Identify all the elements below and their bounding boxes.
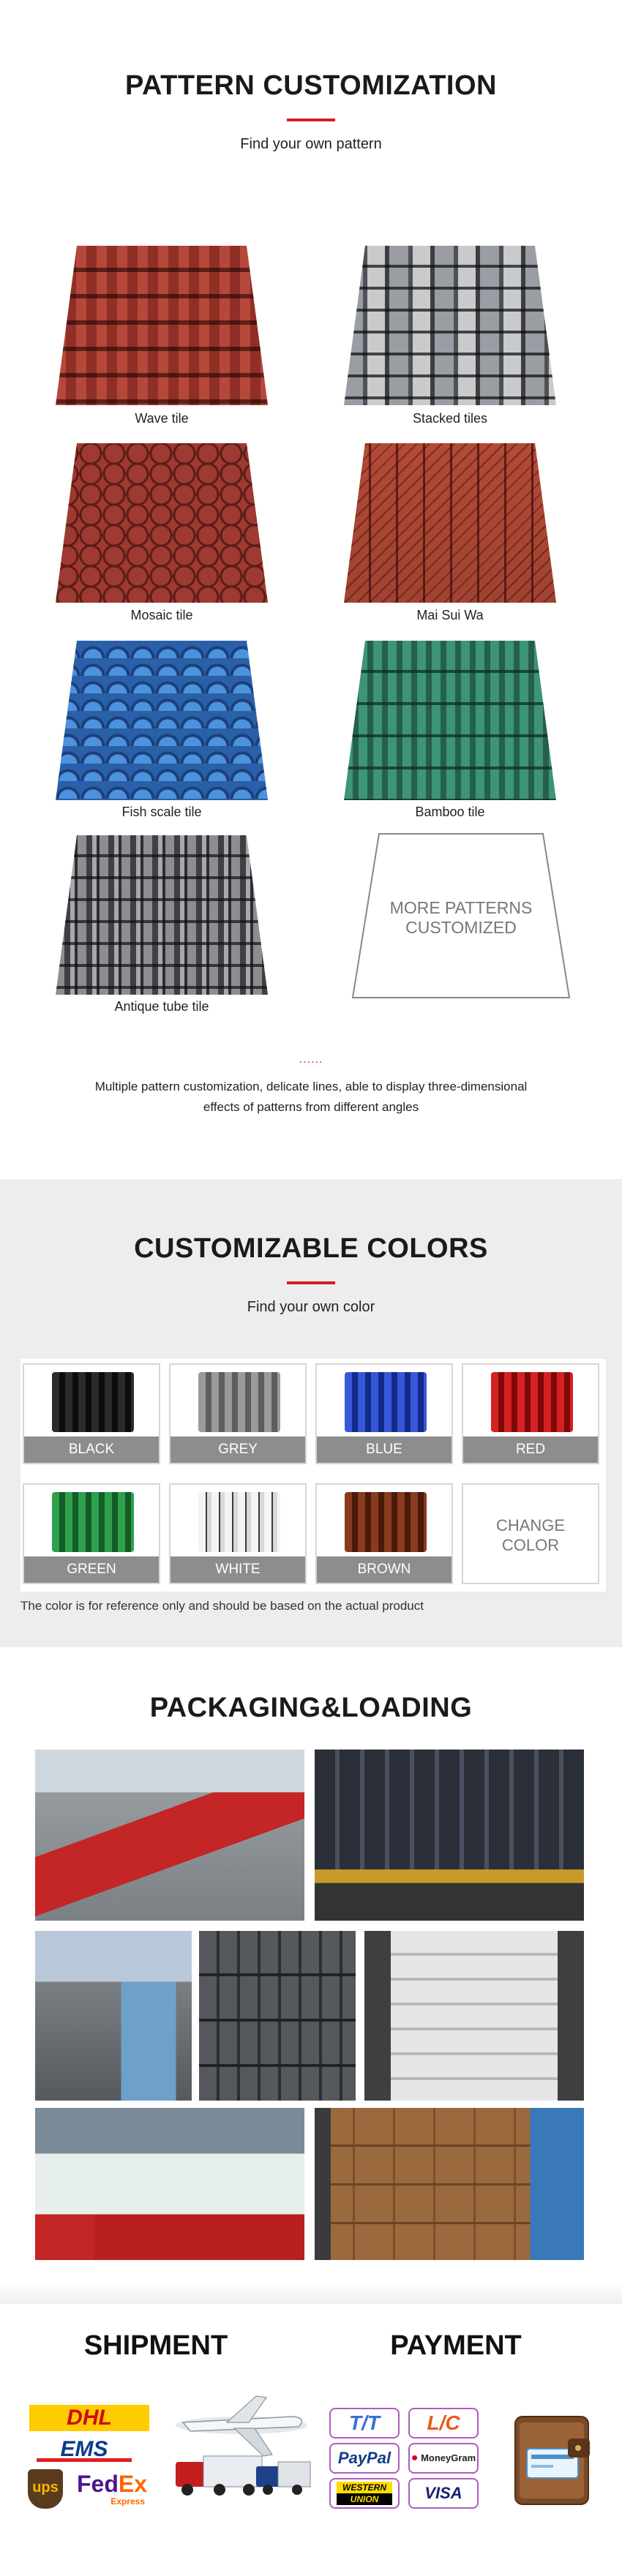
- pattern-note-line2: effects of patterns from different angles: [203, 1100, 419, 1114]
- colors-subtitle: Find your own color: [247, 1299, 375, 1315]
- title-underline: [287, 118, 335, 121]
- tile-label: Mai Sui Wa: [416, 608, 484, 622]
- tile-wave: [56, 246, 268, 405]
- shipment-title: SHIPMENT: [83, 2330, 228, 2361]
- fedex-ex: Ex: [118, 2471, 148, 2497]
- western-union-line2: UNION: [337, 2493, 392, 2505]
- swatch-sample: [52, 1372, 134, 1432]
- swatch-label: RED: [463, 1436, 598, 1463]
- pattern-note-line1: Multiple pattern customization, delicate lines, able to display three-dimensional: [94, 1080, 528, 1093]
- tile-antique-tube: [56, 835, 268, 995]
- dhl-logo: DHL: [29, 2405, 149, 2431]
- change-color-line1: CHANGE: [495, 1516, 566, 1534]
- wallet-icon: [505, 2406, 600, 2516]
- packaging-photo: [35, 2108, 304, 2260]
- swatch-green[interactable]: [23, 1483, 160, 1584]
- swatch-grey[interactable]: [169, 1363, 307, 1464]
- tile-label: Bamboo tile: [415, 805, 485, 819]
- tile-label: Wave tile: [135, 411, 189, 426]
- moneygram-label: MoneyGram: [421, 2452, 476, 2463]
- tile-bamboo: [344, 641, 556, 800]
- airplane-truck-illustration: [168, 2386, 315, 2510]
- more-patterns-text: [351, 898, 571, 938]
- swatch-sample: [345, 1492, 427, 1552]
- tile-fish-scale: [56, 641, 268, 800]
- more-patterns-line2: CUSTOMIZED: [405, 918, 517, 937]
- swatch-red[interactable]: [462, 1363, 599, 1464]
- swatch-white[interactable]: [169, 1483, 307, 1584]
- colors-title: CUSTOMIZABLE COLORS: [134, 1233, 488, 1264]
- western-union-line1: WESTERN: [337, 2482, 392, 2493]
- fedex-express: Express: [110, 2496, 145, 2507]
- tile-mai-sui-wa-overlay: [344, 443, 556, 603]
- swatch-label: GREEN: [24, 1556, 159, 1583]
- paypal-logo: PayPal: [329, 2443, 400, 2474]
- packaging-title: PACKAGING&LOADING: [149, 1692, 473, 1723]
- title-underline: [287, 1281, 335, 1284]
- color-disclaimer: The color is for reference only and should be based on the actual product: [20, 1599, 424, 1613]
- decor-dots: ......: [299, 1053, 323, 1066]
- pattern-title: PATTERN CUSTOMIZATION: [125, 70, 497, 101]
- pattern-note: [0, 1077, 622, 1118]
- payment-title: PAYMENT: [390, 2330, 522, 2361]
- swatch-label: GREY: [171, 1436, 305, 1463]
- packaging-photo: [364, 1931, 584, 2101]
- swatch-blue[interactable]: [315, 1363, 453, 1464]
- moneygram-logo: [408, 2443, 479, 2474]
- swatch-sample: [491, 1372, 573, 1432]
- swatch-sample: [52, 1492, 134, 1552]
- swatch-label: BLUE: [317, 1436, 451, 1463]
- change-color-line2: COLOR: [501, 1536, 560, 1554]
- swatch-label: BLACK: [24, 1436, 159, 1463]
- tile-label: Mosaic tile: [130, 608, 193, 622]
- swatch-brown[interactable]: [315, 1483, 453, 1584]
- swatch-black[interactable]: [23, 1363, 160, 1464]
- western-union-logo: [329, 2478, 400, 2509]
- tile-label: Stacked tiles: [412, 411, 488, 426]
- lc-logo: L/C: [408, 2408, 479, 2438]
- packaging-photo: [35, 1931, 192, 2101]
- tile-mosaic: [56, 443, 268, 603]
- change-color-button[interactable]: [462, 1483, 599, 1584]
- swatch-sample: [345, 1372, 427, 1432]
- tile-label: Antique tube tile: [114, 999, 209, 1014]
- packaging-photo: [199, 1931, 356, 2101]
- tt-logo: T/T: [329, 2408, 400, 2438]
- visa-logo: VISA: [408, 2478, 479, 2509]
- swatch-label: BROWN: [317, 1556, 451, 1583]
- moneygram-icon: ●: [411, 2452, 419, 2464]
- packaging-photo: [315, 1750, 584, 1921]
- fedex-fed: Fed: [76, 2471, 119, 2497]
- swatch-sample: [198, 1372, 280, 1432]
- ups-logo: ups: [28, 2469, 63, 2509]
- swatch-label: WHITE: [171, 1556, 305, 1583]
- fedex-logo: [72, 2471, 152, 2507]
- packaging-photo: [315, 2108, 584, 2260]
- section-divider: [0, 2282, 622, 2304]
- more-patterns-line1: MORE PATTERNS: [389, 898, 533, 917]
- tile-stacked: [344, 246, 556, 405]
- packaging-photo: [35, 1750, 304, 1921]
- ems-logo: EMS: [37, 2437, 132, 2462]
- swatch-sample: [198, 1492, 280, 1552]
- pattern-subtitle: Find your own pattern: [240, 136, 382, 152]
- tile-label: Fish scale tile: [121, 805, 202, 819]
